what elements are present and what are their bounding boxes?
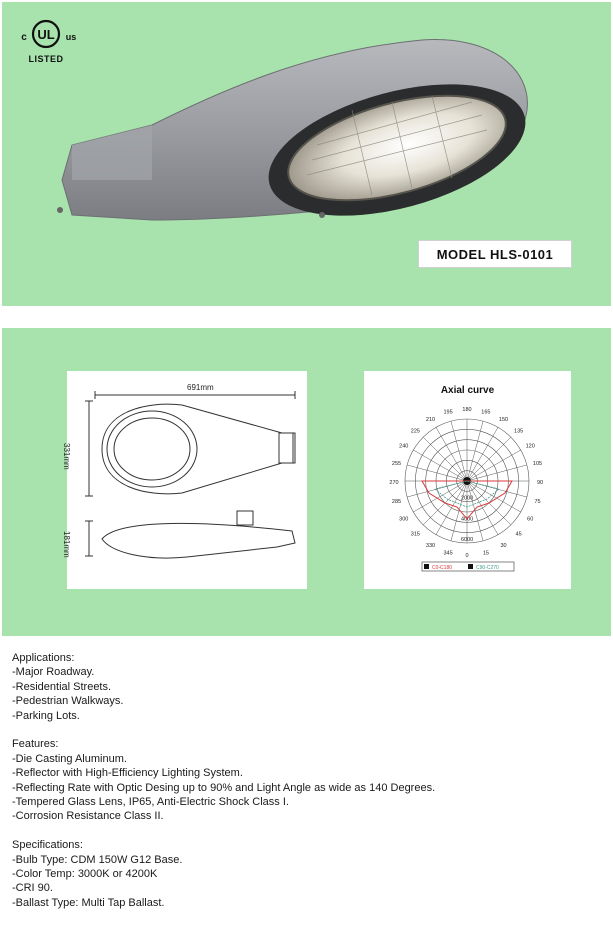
polar-angle-label: 105 <box>532 461 543 468</box>
polar-angle-label: 60 <box>527 516 534 523</box>
street-light-photo <box>42 30 542 250</box>
axial-curve-diagram <box>364 371 571 589</box>
polar-angle-label: 330 <box>425 543 436 550</box>
polar-angle-label: 255 <box>391 461 402 468</box>
spec-heading: Features: <box>12 738 59 751</box>
polar-spoke <box>436 481 467 535</box>
polar-spoke <box>436 427 467 481</box>
polar-angle-label: 150 <box>498 416 509 423</box>
legend-marker-c90 <box>468 564 473 569</box>
polar-radial-label: 6000 <box>461 537 474 543</box>
ul-us-mark: us <box>65 32 77 42</box>
model-label: MODEL HLS-0101 <box>418 240 572 268</box>
polar-spoke <box>423 437 467 481</box>
axial-curve-title: Axial curve <box>440 385 495 396</box>
spec-item: -Parking Lots. <box>12 709 80 722</box>
polar-angle-label: 165 <box>481 409 491 416</box>
polar-angle-label: 135 <box>514 428 524 435</box>
spec-item: -CRI 90. <box>12 882 53 895</box>
polar-spoke <box>467 481 498 535</box>
polar-angle-label: 315 <box>410 531 420 538</box>
spec-item: -Pedestrian Walkways. <box>12 695 124 708</box>
polar-plot <box>364 371 571 589</box>
ul-mark: UL <box>37 27 55 42</box>
polar-angle-label: 270 <box>389 480 399 486</box>
product-description <box>12 651 602 925</box>
polar-angle-label: 30 <box>500 543 507 550</box>
polar-angle-label: 240 <box>399 443 409 450</box>
polar-spoke <box>467 437 511 481</box>
spec-item: -Major Roadway. <box>12 666 95 679</box>
polar-angle-label: 45 <box>515 531 522 538</box>
spec-item: -Ballast Type: Multi Tap Ballast. <box>12 896 165 909</box>
product-photo-panel <box>2 2 611 306</box>
spec-item: -Corrosion Resistance Class II. <box>12 810 164 823</box>
polar-angle-label: 0 <box>465 553 469 559</box>
width-dimension-label: 691mm <box>187 383 214 392</box>
legend-label-c90: C90-C270 <box>476 565 499 571</box>
polar-radial-label: 2000 <box>461 495 474 502</box>
polar-spoke <box>467 450 521 481</box>
spec-group <box>12 838 602 910</box>
ul-c-mark: c <box>21 32 27 43</box>
spec-heading: Applications: <box>12 652 75 664</box>
spec-item: -Bulb Type: CDM 150W G12 Base. <box>12 853 183 866</box>
polar-angle-label: 75 <box>534 498 541 505</box>
technical-drawings-panel <box>2 328 611 636</box>
polar-spoke <box>467 481 521 512</box>
dimension-drawing <box>62 371 307 589</box>
polar-angle-label: 300 <box>399 516 409 523</box>
spec-item: -Reflector with High-Efficiency Lighting System. <box>12 767 243 780</box>
polar-spoke <box>467 427 498 481</box>
depth-dimension-label: 181mm <box>62 531 71 558</box>
spec-group <box>12 651 602 723</box>
height-dimension-label: 331mm <box>62 443 71 470</box>
polar-angle-label: 210 <box>425 416 436 423</box>
ul-listed-label: LISTED <box>28 54 64 64</box>
polar-angle-label: 225 <box>410 428 420 435</box>
polar-spoke <box>413 450 467 481</box>
spec-item: -Die Casting Aluminum. <box>12 752 127 765</box>
spec-heading: Specifications: <box>12 839 83 852</box>
polar-angle-label: 180 <box>462 407 472 413</box>
legend-label-c0: C0-C180 <box>432 565 453 571</box>
spec-item: -Reflecting Rate with Optic Desing up to 90% and Light Angle as wide as 140 Degrees. <box>12 781 436 794</box>
spec-item: -Tempered Glass Lens, IP65, Anti-Electric Shock Class I. <box>12 796 289 809</box>
spec-item: -Color Temp: 3000K or 4200K <box>12 868 158 881</box>
polar-radial-label: 4000 <box>461 516 474 523</box>
polar-angle-label: 195 <box>443 409 453 416</box>
polar-angle-label: 285 <box>391 498 402 505</box>
polar-angle-label: 345 <box>443 550 453 557</box>
polar-spoke <box>413 481 467 512</box>
polar-angle-label: 120 <box>525 443 535 450</box>
legend-marker-c0 <box>424 564 429 569</box>
polar-angle-label: 15 <box>482 550 489 557</box>
spec-group <box>12 737 602 823</box>
spec-item: -Residential Streets. <box>12 680 112 693</box>
polar-angle-label: 90 <box>536 480 544 486</box>
